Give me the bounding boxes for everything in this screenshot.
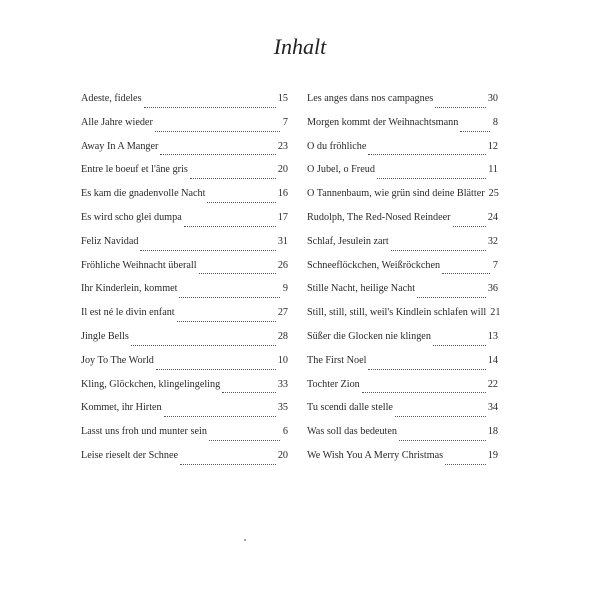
toc-entry (81, 307, 288, 331)
toc-entry (307, 283, 498, 307)
dot-leader (199, 272, 276, 274)
toc-entry-title: Still, still, still, weil's Kindlein schlafen will (307, 307, 487, 319)
dot-leader (156, 368, 276, 370)
dot-leader (433, 344, 486, 346)
dot-leader (160, 153, 275, 155)
toc-entry (307, 331, 498, 355)
dot-leader (417, 296, 486, 298)
toc-entry-title: Alle Jahre wieder (81, 116, 153, 128)
toc-entry (81, 236, 288, 260)
toc-entry (307, 212, 498, 236)
toc-right-column (307, 93, 501, 474)
toc-entry-page: 28 (277, 330, 288, 342)
toc-entry (307, 260, 498, 284)
toc-entry-page: 27 (277, 307, 288, 319)
toc-entry (81, 93, 288, 117)
toc-entry-page: 17 (277, 211, 288, 223)
dot-leader (395, 415, 486, 417)
toc-entry-page: 7 (282, 116, 288, 128)
dot-leader (368, 153, 485, 155)
dot-leader (155, 130, 280, 132)
dot-leader (222, 391, 276, 393)
toc-entry (307, 164, 498, 188)
toc-entry-page: 8 (492, 116, 498, 128)
toc-entry-title: Süßer die Glocken nie klingen (307, 330, 431, 342)
toc-entry (307, 236, 498, 260)
toc-entry-title: Was soll das bedeuten (307, 426, 397, 438)
toc-entry-title: Es kam die gnadenvolle Nacht (81, 188, 206, 200)
toc-entry-page: 31 (277, 235, 288, 247)
toc-entry-title: O du fröhliche (307, 140, 367, 152)
toc-entry-page: 26 (277, 259, 288, 271)
toc-entry-title: Entre le boeuf et l'âne gris (81, 164, 188, 176)
toc-entry (307, 402, 498, 426)
dot-leader (453, 225, 486, 227)
toc-entry (81, 164, 288, 188)
toc-entry-page: 10 (277, 354, 288, 366)
dot-leader (140, 249, 275, 251)
toc-entry-title: Es wird scho glei dumpa (81, 211, 182, 223)
dot-leader (362, 391, 486, 393)
toc-entry-page: 16 (277, 188, 288, 200)
page-mark (244, 539, 246, 541)
toc-entry-page: 35 (277, 402, 288, 414)
toc-entry (81, 331, 288, 355)
toc-entry-title: O Jubel, o Freud (307, 164, 375, 176)
toc-entry (81, 402, 288, 426)
dot-leader (184, 225, 276, 227)
toc-entry-title: We Wish You A Merry Christmas (307, 449, 444, 461)
toc-entry-title: Stille Nacht, heilige Nacht (307, 283, 416, 295)
toc-entry (307, 307, 501, 331)
dot-leader (368, 368, 485, 370)
dot-leader (377, 177, 486, 179)
toc-entry (307, 141, 498, 165)
dot-leader (207, 201, 275, 203)
toc-entry-page: 14 (487, 354, 498, 366)
toc-entry-title: Tochter Zion (307, 378, 360, 390)
toc-entry-page: 9 (282, 283, 288, 295)
toc-entry-page: 23 (277, 140, 288, 152)
toc-entry-title: Les anges dans nos campagnes (307, 93, 434, 104)
toc-entry-page: 6 (282, 426, 288, 438)
toc-entry-title: Morgen kommt der Weihnachtsmann (307, 116, 459, 128)
dot-leader (391, 249, 486, 251)
toc-entry (307, 355, 498, 379)
toc-entry-title: Leise rieselt der Schnee (81, 449, 179, 461)
dot-leader (445, 463, 486, 465)
toc-entry-title: Il est né le divin enfant (81, 307, 175, 319)
dot-leader (435, 106, 486, 108)
dot-leader (131, 344, 276, 346)
dot-leader (190, 177, 276, 179)
toc-entry-title: Schlaf, Jesulein zart (307, 235, 389, 247)
toc-entry (81, 426, 288, 450)
toc-entry (81, 212, 288, 236)
toc-entry-title: Away In A Manger (81, 140, 159, 152)
toc-entry (81, 283, 288, 307)
dot-leader (399, 439, 486, 441)
toc-entry-page: 15 (277, 93, 288, 104)
toc-entry (307, 426, 498, 450)
dot-leader (460, 130, 490, 132)
toc-entry-page: 11 (488, 164, 498, 176)
toc-entry (307, 188, 498, 212)
toc-entry-page: 33 (277, 378, 288, 390)
toc-entry-title: The First Noel (307, 354, 367, 366)
toc-entry-page: 24 (487, 211, 498, 223)
toc-entry-title: Joy To The World (81, 354, 154, 366)
dot-leader (164, 415, 276, 417)
toc-entry (81, 117, 288, 141)
toc-entry-page: 7 (492, 259, 498, 271)
page-title: Inhalt (273, 34, 327, 59)
toc-entry-title: Feliz Navidad (81, 235, 139, 247)
toc-entry-page: 36 (487, 283, 498, 295)
dot-leader (209, 439, 280, 441)
dot-leader (179, 296, 280, 298)
toc-entry (81, 260, 288, 284)
toc-entry-page: 20 (277, 164, 288, 176)
toc-entry-page: 32 (487, 235, 498, 247)
toc-entry-title: Ihr Kinderlein, kommet (81, 283, 178, 295)
toc-entry-page: 19 (487, 449, 498, 461)
dot-leader (144, 106, 276, 108)
toc-entry-page: 13 (487, 330, 498, 342)
toc-entry-title: O Tannenbaum, wie grün sind deine Blätter (307, 188, 485, 200)
toc-entry-page: 21 (490, 307, 501, 319)
toc-entry (81, 188, 288, 212)
dot-leader (442, 272, 490, 274)
toc-entry-title: Schneeflöckchen, Weißröckchen (307, 259, 441, 271)
toc-entry-title: Fröhliche Weihnacht überall (81, 259, 197, 271)
toc-entry-page: 18 (487, 426, 498, 438)
toc-entry-page: 20 (277, 449, 288, 461)
toc-entry-page: 34 (487, 402, 498, 414)
toc-entry-page: 12 (487, 140, 498, 152)
toc-entry (307, 93, 498, 117)
toc-entry-page: 22 (487, 378, 498, 390)
toc-entry-title: Kommet, ihr Hirten (81, 402, 162, 414)
toc-entry (307, 379, 498, 403)
toc-entry (81, 355, 288, 379)
toc-entry (81, 379, 288, 403)
toc-entry-page: 30 (487, 93, 498, 104)
toc-entry (307, 450, 498, 474)
toc-entry-title: Rudolph, The Red-Nosed Reindeer (307, 211, 451, 223)
toc-left-column (81, 93, 288, 474)
toc-entry (81, 141, 288, 165)
toc-entry-title: Tu scendi dalle stelle (307, 402, 393, 414)
dot-leader (180, 463, 276, 465)
toc-entry-title: Lasst uns froh und munter sein (81, 426, 207, 438)
toc-entry-title: Kling, Glöckchen, klingelingeling (81, 378, 221, 390)
toc-entry (307, 117, 498, 141)
toc-entry-title: Jingle Bells (81, 330, 129, 342)
toc-entry (81, 450, 288, 474)
toc-entry-title: Adeste, fideles (81, 93, 142, 104)
dot-leader (177, 320, 276, 322)
toc-entry-page: 25 (488, 188, 499, 200)
